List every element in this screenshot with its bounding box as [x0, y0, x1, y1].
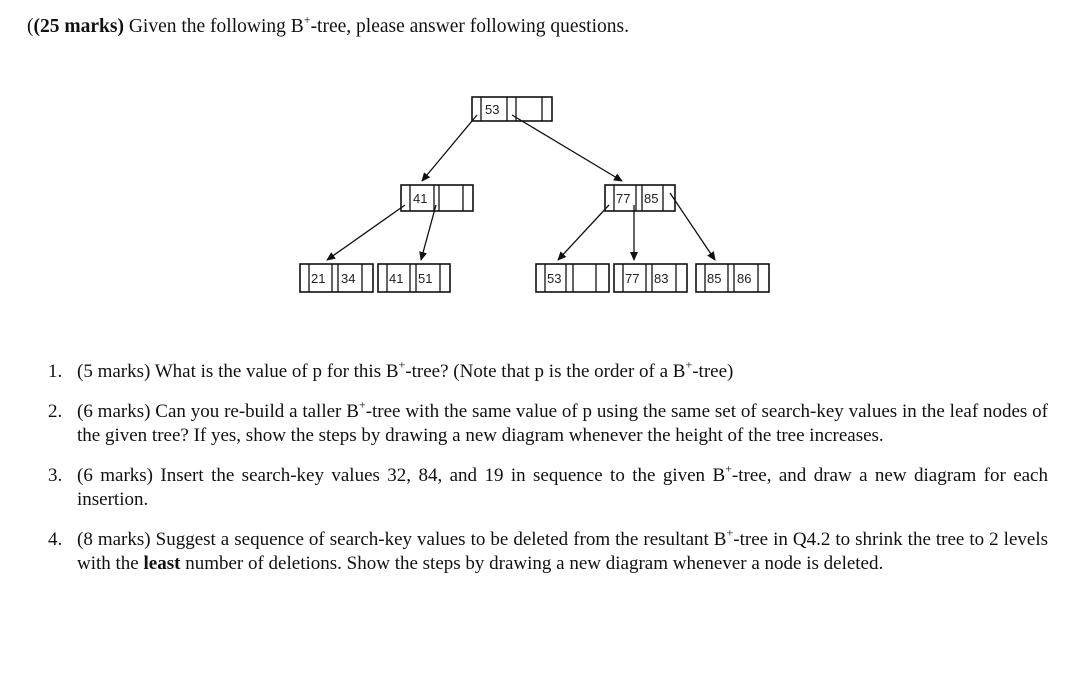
bplus-tree-diagram: [0, 0, 1084, 340]
edge-internal-right-leaf-3: [558, 205, 609, 260]
leaf-5-key-1: 85: [707, 271, 722, 286]
question-text: -tree, and draw a new diagram for each insertion.: [77, 465, 1048, 510]
question-text: Suggest a sequence of search-key values to be deleted from the resultant B: [150, 529, 727, 550]
question-text: -tree): [692, 361, 734, 382]
question-text: -tree? (Note that p is the order of a B: [405, 361, 686, 382]
root-node: [472, 97, 552, 121]
question-item-4: [48, 525, 1048, 576]
root-key-1: 53: [485, 102, 500, 117]
internal-node-left: [401, 185, 473, 211]
question-bold: least: [143, 553, 181, 574]
leaf-4-key-1: 77: [625, 271, 640, 286]
leaf-2-key-2: 51: [418, 271, 433, 286]
leaf-node-5: [696, 264, 769, 292]
question-sup: +: [398, 357, 406, 372]
edge-internal-left-leaf-2: [421, 205, 436, 260]
question-text: number of deletions. Show the steps by drawing a new diagram whenever a node is deleted.: [180, 553, 884, 574]
question-text: -tree in Q4.2 to shrink the tree to 2 levels with the: [77, 529, 1048, 574]
internal-node-right: [605, 185, 675, 211]
question-text: Insert the search-key values 32, 84, and 19 in sequence to the given B: [153, 465, 726, 486]
question-sup: +: [725, 461, 732, 476]
internal-left-key-1: 41: [413, 191, 428, 206]
question-number: 2.: [48, 401, 63, 422]
question-number: 4.: [48, 529, 63, 550]
internal-right-key-2: 85: [644, 191, 659, 206]
question-marks: (6 marks): [77, 401, 151, 422]
question-item-1: [48, 357, 1048, 384]
leaf-node-4: [614, 264, 687, 292]
leaf-4-key-2: 83: [654, 271, 669, 286]
edge-root-left: [422, 115, 477, 181]
leaf-2-key-1: 41: [389, 271, 404, 286]
leaf-1-key-2: 34: [341, 271, 356, 286]
header-text-before: Given the following B: [123, 16, 304, 37]
question-item-2: [48, 397, 1048, 448]
question-sup: +: [685, 357, 693, 372]
question-number: 1.: [48, 361, 63, 382]
question-text: -tree with the same value of p using the same set of search-key values in the leaf nodes of the given tree? If yes, show the steps by drawing a new diagram whenever the height of the tree increases.: [77, 401, 1048, 446]
leaf-node-3: [536, 264, 609, 292]
question-item-3: [48, 461, 1048, 512]
question-sup: +: [726, 525, 734, 540]
question-text: Can you re-build a taller B: [150, 401, 359, 422]
question-marks: (5 marks): [77, 361, 151, 382]
leaf-node-2: [378, 264, 450, 292]
question-marks: (8 marks): [77, 529, 151, 550]
leaf-5-key-2: 86: [737, 271, 752, 286]
question-marks: (6 marks): [77, 465, 153, 486]
question-list: [48, 357, 1048, 592]
header-sup: +: [303, 12, 311, 27]
leaf-1-key-1: 21: [311, 271, 326, 286]
edge-internal-left-leaf-1: [327, 205, 405, 260]
header-marks-text: (25 marks): [33, 16, 124, 37]
leaf-node-1: [300, 264, 373, 292]
leaf-3-key-1: 53: [547, 271, 562, 286]
question-text: What is the value of p for this B: [150, 361, 399, 382]
edge-internal-right-leaf-5: [670, 193, 715, 260]
question-sup: +: [358, 397, 366, 412]
internal-right-key-1: 77: [616, 191, 631, 206]
header-text-after: -tree, please answer following questions.: [310, 16, 629, 37]
question-header: ((25 marks) Given the following B+-tree, please answer following questions.: [27, 12, 629, 37]
edge-root-right: [512, 115, 622, 181]
question-number: 3.: [48, 465, 63, 486]
